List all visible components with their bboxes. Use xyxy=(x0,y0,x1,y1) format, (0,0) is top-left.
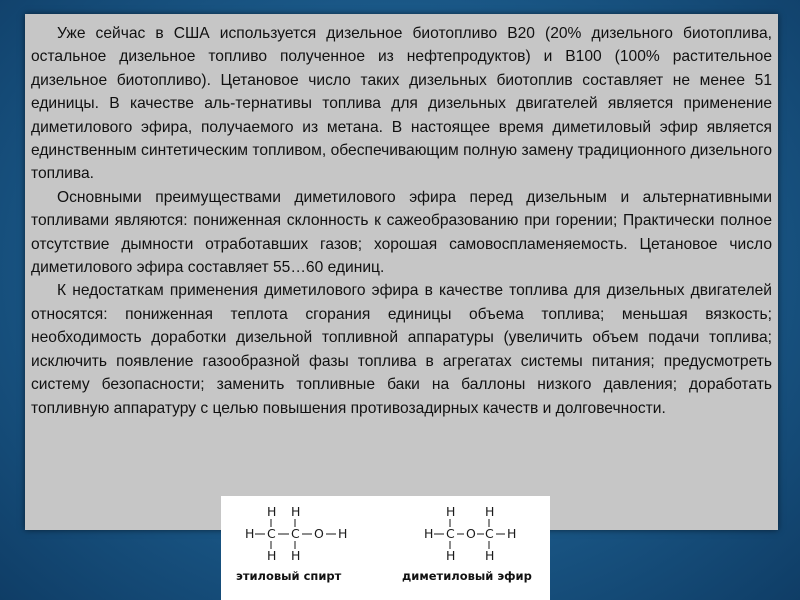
ethanol-h-top-1: H xyxy=(267,504,277,519)
ethanol-caption: этиловый спирт xyxy=(236,569,342,583)
ethanol-h-top-2: H xyxy=(291,504,301,519)
dme-o: O xyxy=(466,526,476,541)
paragraph-disadvantages: К недостаткам применения диметилового эфира в качестве топлива для дизельных двигателей относятся: пониженная теплота сгорания единицы объема топлива; меньшая вязкость; необходимость доработки дизельной топливной аппаратуры (увеличить объем подачи топлива; исключить появление газообразной фазы топлива в агрегатах системы питания; предусмотреть систему безопасности; заменить топливные баки на баллоны низкого давления; доработать топливную аппаратуру с целью повышения противозадирных качеств и долговечности. xyxy=(31,282,772,417)
ethanol-h-right: H xyxy=(338,526,348,541)
ethanol-c2: C xyxy=(291,526,300,541)
structural-formulas-figure xyxy=(221,496,550,600)
dme-h-top-1: H xyxy=(446,504,456,519)
ethanol-h-left: H xyxy=(245,526,255,541)
dme-h-top-2: H xyxy=(485,504,495,519)
ethanol-formula xyxy=(245,504,347,563)
ethanol-h-bottom-2: H xyxy=(291,548,301,563)
dme-c1: C xyxy=(446,526,455,541)
dme-c2: C xyxy=(485,526,494,541)
dme-h-bottom-1: H xyxy=(446,548,456,563)
ethanol-c1: C xyxy=(267,526,276,541)
ethanol-o: O xyxy=(314,526,324,541)
paragraph-advantages: Основными преимуществами диметилового эфира перед дизельным и альтернативными топливами являются: пониженная склонность к сажеобразованию при горении; Практически полное отсутствие дымности отработавших газов; хорошая самовоспламеняемость. Цетановое число диметилового эфира составляет 55…60 единиц. xyxy=(31,188,772,277)
ethanol-h-bottom-1: H xyxy=(267,548,277,563)
dme-h-left: H xyxy=(424,526,434,541)
dme-h-bottom-2: H xyxy=(485,548,495,563)
structural-formulas-svg xyxy=(221,496,550,600)
paragraph-biodiesel: Уже сейчас в США используется дизельное биотопливо В20 (20% дизельного биотоплива, остальное дизельное топливо полученное из нефтепродуктов) и В100 (100% растительное дизельное биотопливо). Цетановое число таких дизельных биотоплив составляет не менее 51 единицы. В качестве аль-тернативы топлива для дизельных двигателей является применение диметилового эфира, получаемого из метана. В настоящее время диметиловый эфир является единственным синтетическим топливом, обеспечивающим полную замену традиционного дизельного топлива. xyxy=(31,25,772,183)
text-box xyxy=(25,14,778,530)
dme-h-right: H xyxy=(507,526,517,541)
dme-caption: диметиловый эфир xyxy=(402,569,532,583)
dme-formula xyxy=(424,504,516,563)
